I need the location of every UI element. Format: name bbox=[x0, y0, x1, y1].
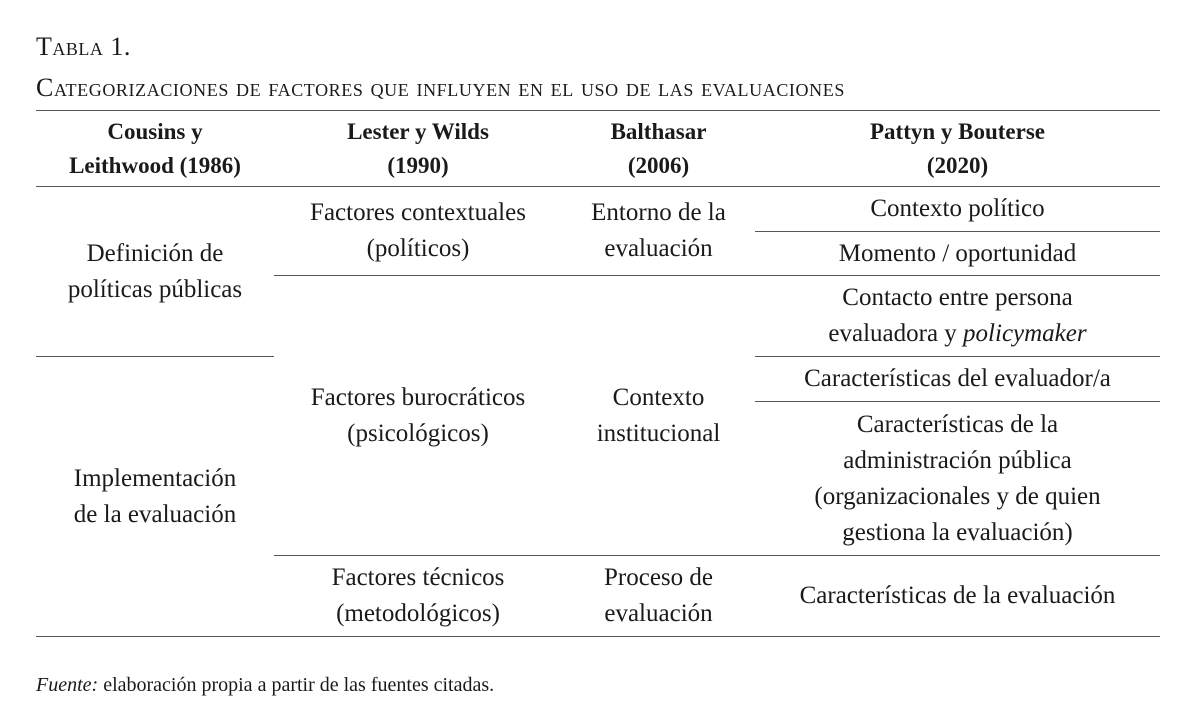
contacto-line2-prefix: evaluadora y bbox=[828, 320, 964, 347]
cell-caracteristicas-administracion: Características de la administración pública (organizacionales y de quien gestiona la evaluación) bbox=[814, 410, 1101, 546]
cell-implementacion-evaluacion: Implementación de la evaluación bbox=[73, 464, 237, 528]
cell-entorno-evaluacion: Entorno de la evaluación bbox=[591, 199, 726, 262]
policymaker-term: policymaker bbox=[963, 320, 1087, 347]
header-pattyn: Pattyn y Bouterse (2020) bbox=[869, 118, 1046, 178]
cell-contexto-institucional: Contexto institucional bbox=[596, 383, 721, 447]
cell-proceso-evaluacion: Proceso de evaluación bbox=[604, 564, 713, 627]
cell-factores-burocraticos: Factores burocráticos (psicológicos) bbox=[310, 383, 526, 447]
header-cousins: Cousins y Leithwood (1986) bbox=[69, 118, 241, 178]
cell-caracteristicas-evaluador: Características del evaluador/a bbox=[804, 365, 1111, 392]
cell-factores-contextuales: Factores contextuales (políticos) bbox=[310, 199, 526, 262]
header-balthasar: Balthasar (2006) bbox=[610, 118, 707, 178]
source-label: Fuente: bbox=[36, 674, 99, 696]
table-caption-number: Tabla 1. bbox=[36, 32, 131, 61]
cell-factores-tecnicos: Factores técnicos (metodológicos) bbox=[331, 564, 505, 627]
cell-contexto-politico: Contexto político bbox=[870, 195, 1045, 222]
header-lester: Lester y Wilds (1990) bbox=[347, 118, 489, 178]
bottom-rule bbox=[36, 636, 1160, 637]
cell-momento-oportunidad: Momento / oportunidad bbox=[838, 239, 1077, 267]
cell-definicion-politicas: Definición de políticas públicas bbox=[67, 239, 243, 303]
table-caption-title: Categorizaciones de factores que influyen en el uso de las evaluaciones bbox=[36, 73, 845, 102]
source-note bbox=[36, 670, 494, 700]
cell-caracteristicas-evaluacion: Características de la evaluación bbox=[799, 582, 1116, 609]
source-text: elaboración propia a partir de las fuentes citadas. bbox=[98, 674, 495, 696]
cell-contacto-persona: Contacto entre persona evaluadora y policymaker bbox=[828, 284, 1087, 347]
